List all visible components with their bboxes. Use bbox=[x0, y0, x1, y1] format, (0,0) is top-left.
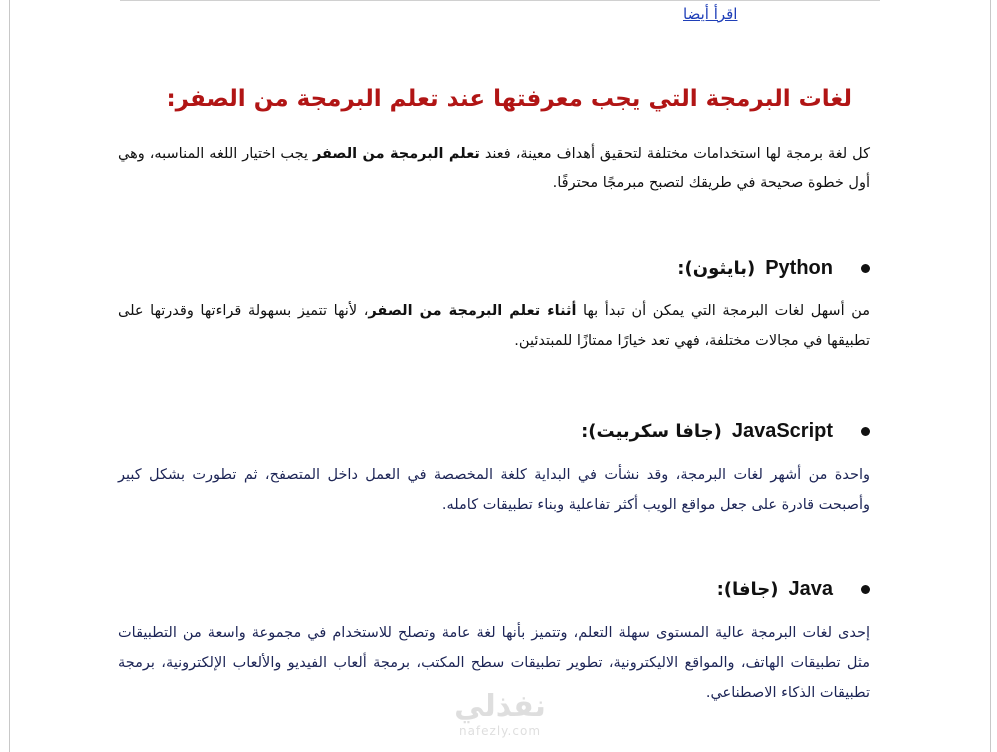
section-title-java bbox=[118, 578, 870, 601]
section-title-en: Java bbox=[788, 578, 833, 600]
section-title-javascript bbox=[118, 420, 870, 443]
section-title-en: Python bbox=[765, 257, 833, 279]
section-body-javascript: واحدة من أشهر لغات البرمجة، وقد نشأت في البداية كلغة المخصصة في العمل داخل المتصفح، ثم تطورت بشكل كبير وأصبحت قادرة على جعل مواقع الويب أكثر تفاعلية وبناء تطبيقات كامله. bbox=[118, 467, 870, 513]
section-body-java: إحدى لغات البرمجة عالية المستوى سهلة التعلم، وتتميز بأنها لغة عامة وتصلح للاستخدام في مجموعة واسعة من التطبيقات مثل تطبيقات الهاتف، والمواقع الاليكترونية، تطوير تطبيقات سطح المكتب، برمجة ألعاب الفيديو والألعاب الإلكترونية، برمجة تطبيقات الذكاء الاصطناعي. bbox=[118, 625, 870, 701]
python-text-2: ، لأنها تتميز بسهولة قراءتها وقدرتها على تطبيقها في مجالات مختلفة، فهي تعد خيارًا ممتازًا للمبتدئين. bbox=[118, 303, 870, 349]
python-bold-phrase: أثناء تعلم البرمجة من الصفر bbox=[368, 303, 577, 319]
intro-bold-phrase: تعلم البرمجة من الصفر bbox=[312, 146, 480, 162]
section-title-ar: (بايثون): bbox=[677, 258, 756, 279]
intro-paragraph bbox=[118, 140, 870, 198]
document-body bbox=[118, 0, 871, 752]
section-title-ar: (جافا سكربيت): bbox=[581, 421, 722, 442]
python-text-1: من أسهل لغات البرمجة التي يمكن أن تبدأ بها bbox=[576, 303, 871, 319]
section-body-python bbox=[118, 296, 870, 356]
intro-text-2: يجب اختيار اللغه المناسبه، وهي أول خطوة صحيحة في طريقك لتصبح مبرمجًا محترفًا. bbox=[118, 146, 870, 191]
watermark-arabic: نفذلي bbox=[454, 689, 546, 724]
section-title-ar: (جافا): bbox=[716, 579, 779, 600]
bullet-icon bbox=[861, 585, 870, 594]
intro-text-1: كل لغة برمجة لها استخدامات مختلفة لتحقيق أهداف معينة، فعند bbox=[479, 146, 870, 162]
page-left-edge bbox=[9, 0, 10, 752]
watermark-latin: nafezly.com bbox=[458, 724, 542, 738]
page-right-edge bbox=[990, 0, 991, 752]
section-title-python bbox=[118, 257, 870, 280]
page-title: لغات البرمجة التي يجب معرفتها عند تعلم البرمجة من الصفر: bbox=[166, 86, 852, 112]
bullet-icon bbox=[861, 264, 870, 273]
read-also-link[interactable]: اقرأ أيضا bbox=[683, 5, 738, 23]
section-title-en: JavaScript bbox=[731, 420, 833, 442]
bullet-icon bbox=[861, 427, 870, 436]
